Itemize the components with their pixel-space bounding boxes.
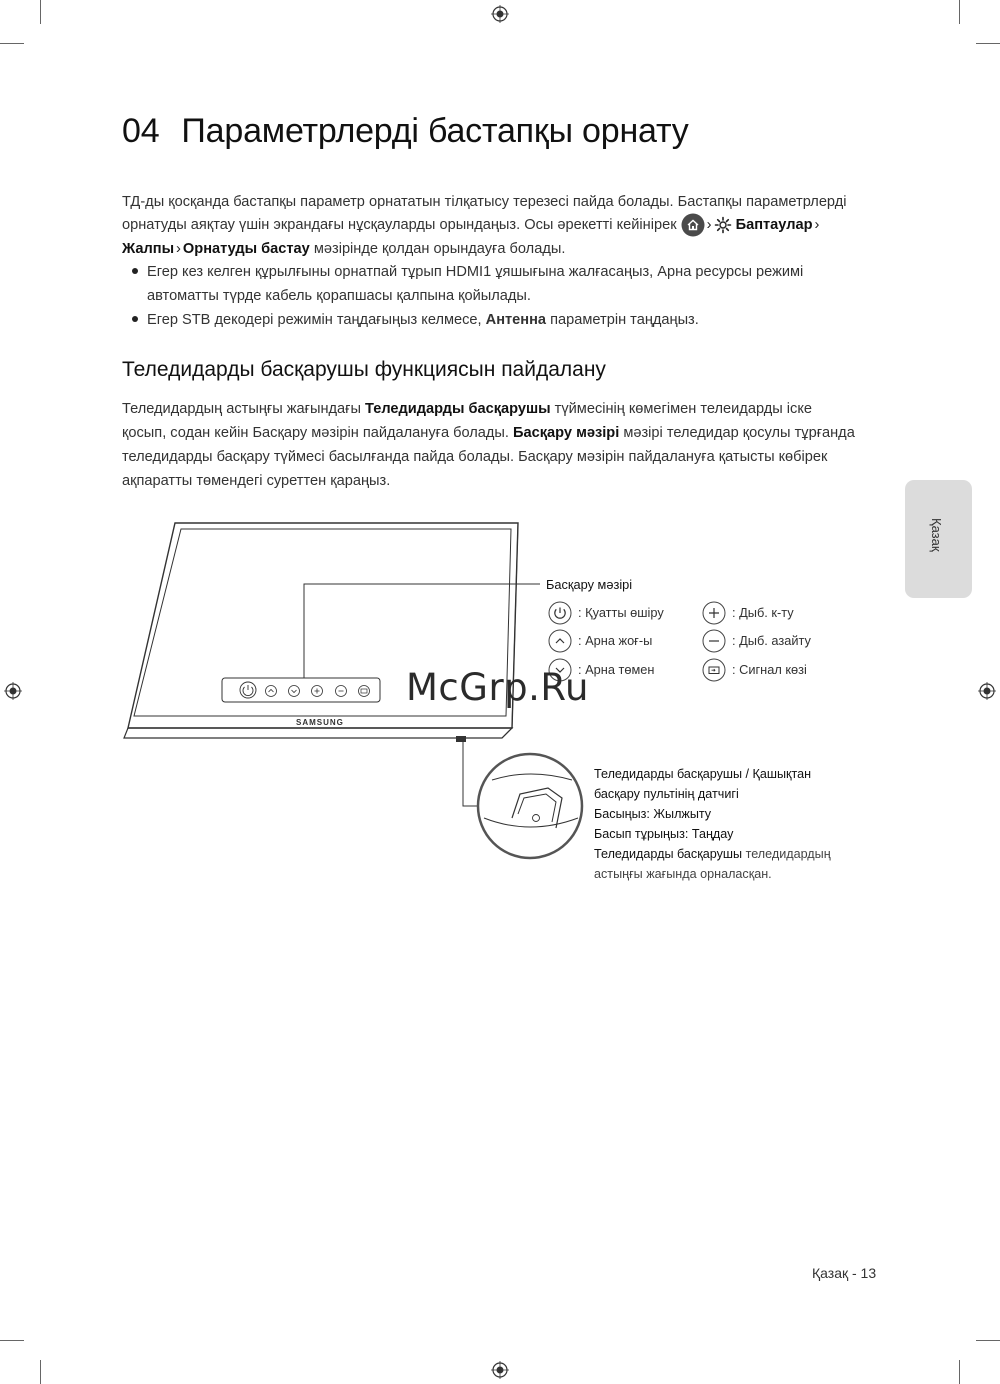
home-icon — [681, 213, 705, 237]
body-text: түймесінің көмегімен телеидарды іске — [554, 401, 812, 417]
body-bold: Басқару мәзірі — [513, 425, 620, 441]
power-off-label: : Қуатты өшіру — [578, 605, 664, 620]
intro-text: орнатуды аяқтау үшін экрандағы нұсқауларды орындаңыз. Осы әрекетті кейінірек — [122, 217, 677, 233]
body-text: мәзірі теледидар қосулы тұрғанда — [623, 425, 855, 441]
volume-down-label: : Дыб. азайту — [732, 633, 811, 648]
crop-mark — [0, 43, 24, 44]
gear-icon — [714, 216, 732, 234]
channel-down-label: : Арна төмен — [578, 662, 655, 677]
intro-line-2 — [122, 213, 882, 237]
crop-mark — [976, 43, 1000, 44]
path-start-setup: Орнатуды бастау — [182, 241, 310, 257]
chevron-up-icon — [548, 629, 572, 653]
watermark: McGrp.Ru — [406, 666, 589, 709]
path-settings: Баптаулар — [735, 217, 813, 233]
path-general: Жалпы — [122, 241, 175, 257]
language-tab-label: Қазақ — [929, 518, 944, 552]
tv-brand-logo: SAMSUNG — [296, 718, 344, 727]
press-instruction: Басыңыз: Жылжыту — [594, 807, 712, 821]
bullet-text: Егер STB декодері режимін таңдағыңыз келмесе, — [147, 312, 482, 328]
location-line-2: астыңғы жағында орналасқан. — [594, 867, 772, 881]
location-bold: Теледидарды басқарушы — [594, 847, 743, 861]
crop-mark — [0, 1340, 24, 1341]
registration-mark-icon — [4, 682, 22, 700]
intro-line-1 — [122, 190, 882, 214]
hold-value: : Таңдау — [684, 827, 734, 841]
page-footer: Қазақ - 13 — [812, 1265, 877, 1281]
section-title: Теледидарды басқарушы функциясын пайдалану — [122, 358, 606, 381]
chapter-number: 04 — [122, 112, 160, 150]
bullet-text: параметрін таңдаңыз. — [550, 312, 699, 328]
bullet-1-line-1: Егер кез келген құрылғыны орнатпай тұрып HDMI1 ұяшығына жалғасаңыз, Арна ресурсы режимі — [147, 264, 804, 280]
bullet-1-line-2: автоматты түрде кабель қорапшасы қалпына қойылады. — [147, 288, 531, 304]
intro-line-3 — [122, 237, 882, 261]
registration-mark-icon — [978, 682, 996, 700]
registration-mark-icon — [491, 5, 509, 23]
controller-title-line-1: Теледидарды басқарушы / Қашықтан — [594, 767, 812, 781]
hold-label: Басып тұрыңыз — [594, 827, 685, 841]
control-menu-title: Басқару мәзірі — [546, 577, 633, 592]
controller-description — [594, 764, 874, 884]
bullet-2 — [147, 308, 867, 332]
controller-title-line-2: басқару пультінің датчигі — [594, 787, 739, 801]
source-icon — [702, 658, 726, 682]
intro-text: мәзірінде қолдан орындауға болады. — [313, 241, 566, 257]
body-text: Теледидардың астыңғы жағындағы — [122, 401, 361, 417]
chevron-right-icon: › — [176, 241, 181, 257]
location-line-1 — [594, 844, 874, 864]
chevron-right-icon: › — [814, 217, 820, 233]
crop-mark — [40, 0, 41, 24]
crop-mark — [976, 1340, 1000, 1341]
body-line-4: ақпаратты төмендегі суреттен қараңыз. — [122, 473, 391, 489]
volume-up-label: : Дыб. к-ту — [732, 605, 794, 620]
channel-up-label: : Арна жоғ-ы — [578, 633, 653, 648]
chapter-title-text: Параметрлерді бастапқы орнату — [181, 112, 689, 150]
crop-mark — [40, 1360, 41, 1384]
body-bold: Теледидарды басқарушы — [365, 401, 551, 417]
crop-mark — [959, 1360, 960, 1384]
plus-icon — [702, 601, 726, 625]
bullet-dot — [132, 268, 138, 274]
chapter-title — [122, 112, 689, 151]
chevron-right-icon: › — [706, 217, 712, 233]
location-text: теледидардың — [745, 847, 831, 861]
body-line-2 — [122, 421, 882, 445]
body-line-1 — [122, 397, 882, 421]
registration-mark-icon — [491, 1361, 509, 1379]
minus-icon — [702, 629, 726, 653]
bullet-dot — [132, 316, 138, 322]
hold-instruction — [594, 824, 874, 844]
body-text: қосып, содан кейін Басқару мәзірін пайдалануға болады. — [122, 425, 509, 441]
language-tab — [905, 480, 972, 598]
body-line-3: теледидарды басқару түймесі басылғанда пайда болады. Басқару мәзірін пайдалануға қатысты көбірек — [122, 449, 828, 465]
crop-mark — [959, 0, 960, 24]
power-icon — [548, 601, 572, 625]
source-label: : Сигнал көзі — [732, 662, 807, 677]
antenna-option: Антенна — [485, 312, 547, 328]
intro-text: ТД-ды қосқанда бастапқы параметр орнататын тілқатысу терезесі пайда болады. Бастапқы параметрлерді — [122, 194, 847, 210]
